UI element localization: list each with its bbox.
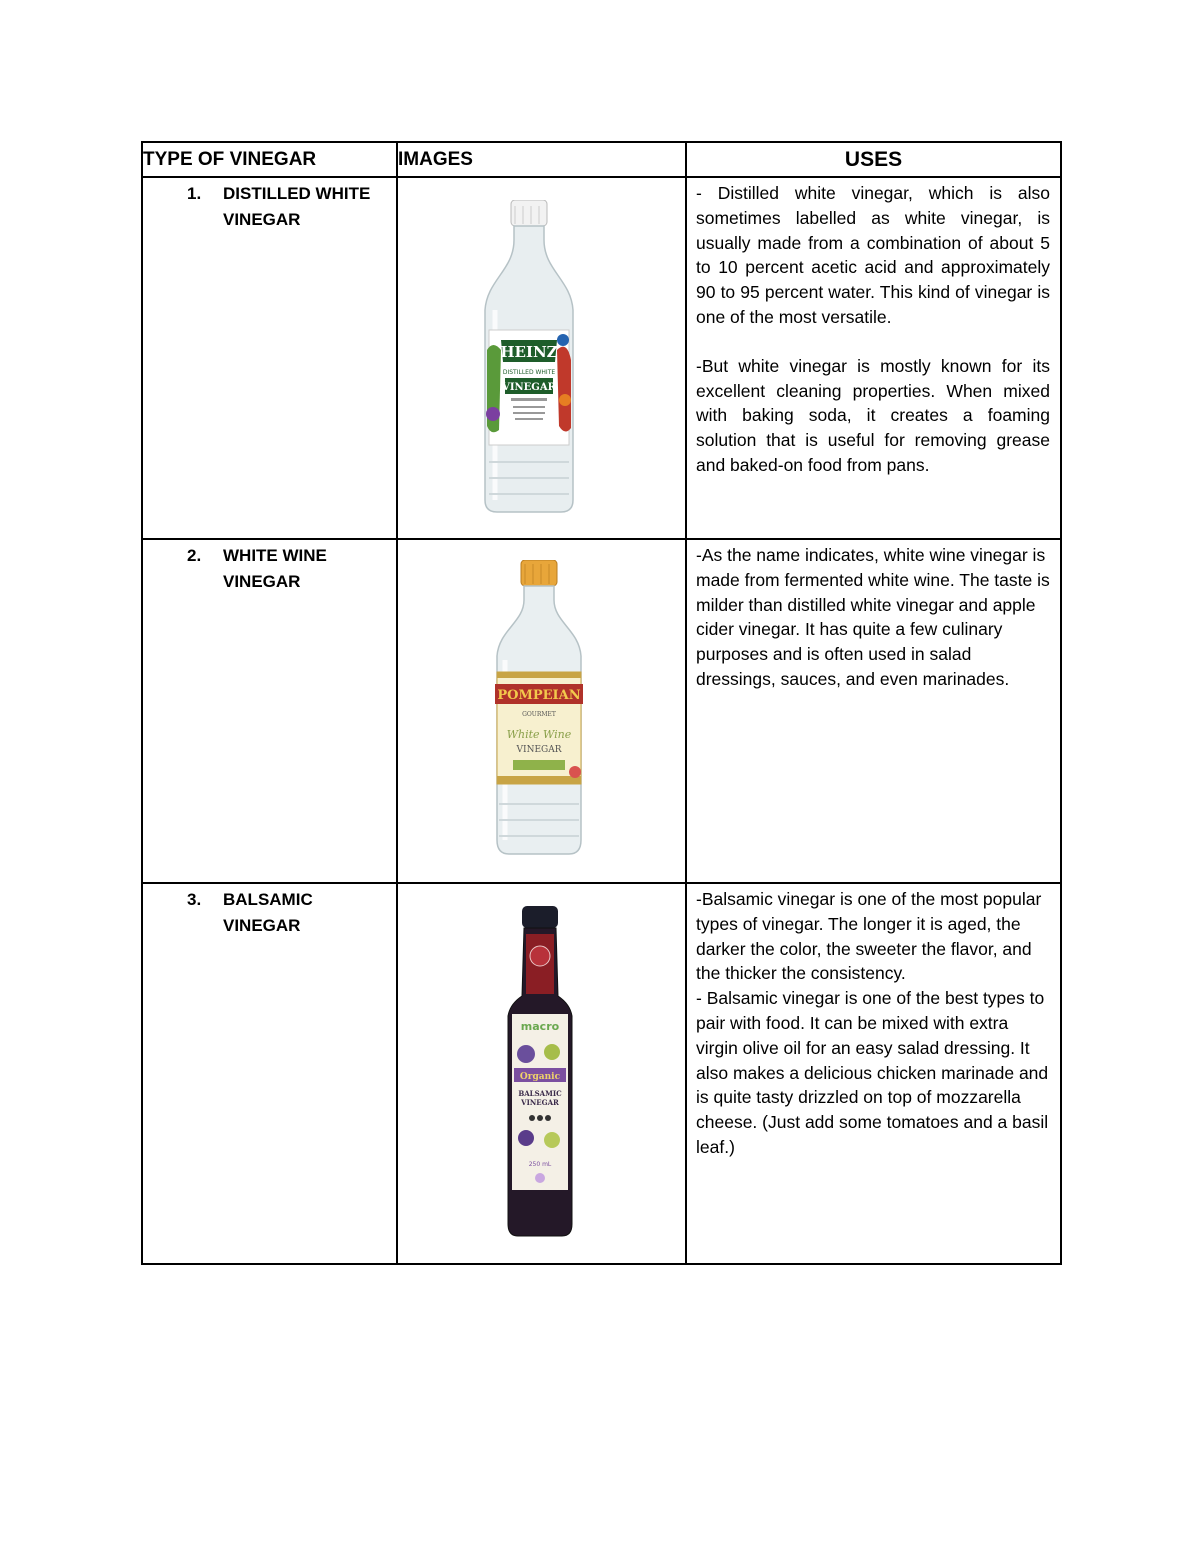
macro-balsamic-vinegar-bottle-icon <box>504 906 576 1238</box>
header-uses: USES <box>686 142 1061 177</box>
svg-text:POMPEIAN: POMPEIAN <box>497 688 581 703</box>
uses-cell <box>686 539 1061 883</box>
svg-text:HEINZ: HEINZ <box>500 343 558 361</box>
vinegar-type-name: BALSAMIC VINEGAR <box>223 890 313 935</box>
uses-paragraph: -But white vinegar is mostly known for its excellent cleaning properties. When mixed with baking soda, it creates a foaming solution that is useful for removing grease and baked-on food from pans. <box>696 355 1050 475</box>
svg-text:VINEGAR: VINEGAR <box>521 1098 559 1107</box>
table-row <box>142 177 1061 539</box>
image-cell <box>397 177 686 539</box>
uses-cell <box>686 177 1061 539</box>
image-cell <box>397 883 686 1264</box>
type-cell <box>142 883 397 1264</box>
table-row <box>142 539 1061 883</box>
row-number: 1. <box>187 184 202 203</box>
svg-text:BALSAMIC: BALSAMIC <box>518 1089 562 1098</box>
type-cell <box>142 539 397 883</box>
header-images: IMAGES <box>397 142 686 177</box>
header-type-of-vinegar: TYPE OF VINEGAR <box>142 142 397 177</box>
image-cell <box>397 539 686 883</box>
vinegar-type-name: WHITE WINE VINEGAR <box>223 546 327 591</box>
row-number: 2. <box>187 546 202 565</box>
uses-paragraph: -As the name indicates, white wine vinegar is made from fermented white wine. The taste is milder than distilled white vinegar and apple cider vinegar. It has quite a few culinary purposes and is often used in salad dressings, sauces, and even marinades. <box>696 545 1050 689</box>
uses-paragraph: - Distilled white vinegar, which is also sometimes labelled as white vinegar, is usually made from a combination of about 5 to 10 percent acetic acid and approximately 90 to 95 percent water. This kind of vinegar is one of the most versatile. <box>696 183 1050 327</box>
vinegar-table <box>141 141 1062 1265</box>
uses-paragraph: -Balsamic vinegar is one of the most popular types of vinegar. The longer it is aged, the darker the color, the sweeter the flavor, and the thicker the consistency. <box>696 889 1042 984</box>
uses-paragraph: - Balsamic vinegar is one of the best types to pair with food. It can be mixed with extra virgin olive oil for an easy salad dressing. It also makes a delicious chicken marinade and is quite tasty drizzled on top of mozzarella cheese. (Just add some tomatoes and a basil leaf.) <box>696 988 1049 1157</box>
heinz-distilled-white-vinegar-bottle-icon <box>481 200 577 514</box>
svg-text:DISTILLED WHITE: DISTILLED WHITE <box>502 369 556 376</box>
table-row <box>142 883 1061 1264</box>
vinegar-type-name: DISTILLED WHITE VINEGAR <box>223 184 371 229</box>
uses-cell <box>686 883 1061 1264</box>
row-number: 3. <box>187 890 202 909</box>
svg-text:250 mL: 250 mL <box>528 1161 552 1168</box>
svg-text:VINEGAR: VINEGAR <box>516 745 562 755</box>
pompeian-white-wine-vinegar-bottle-icon <box>493 560 585 856</box>
svg-text:GOURMET: GOURMET <box>522 711 556 718</box>
svg-text:macro: macro <box>520 1020 560 1033</box>
header-row <box>142 142 1061 177</box>
svg-text:Organic: Organic <box>519 1072 561 1082</box>
type-cell <box>142 177 397 539</box>
svg-text:VINEGAR: VINEGAR <box>502 382 556 393</box>
svg-text:White Wine: White Wine <box>506 728 572 741</box>
